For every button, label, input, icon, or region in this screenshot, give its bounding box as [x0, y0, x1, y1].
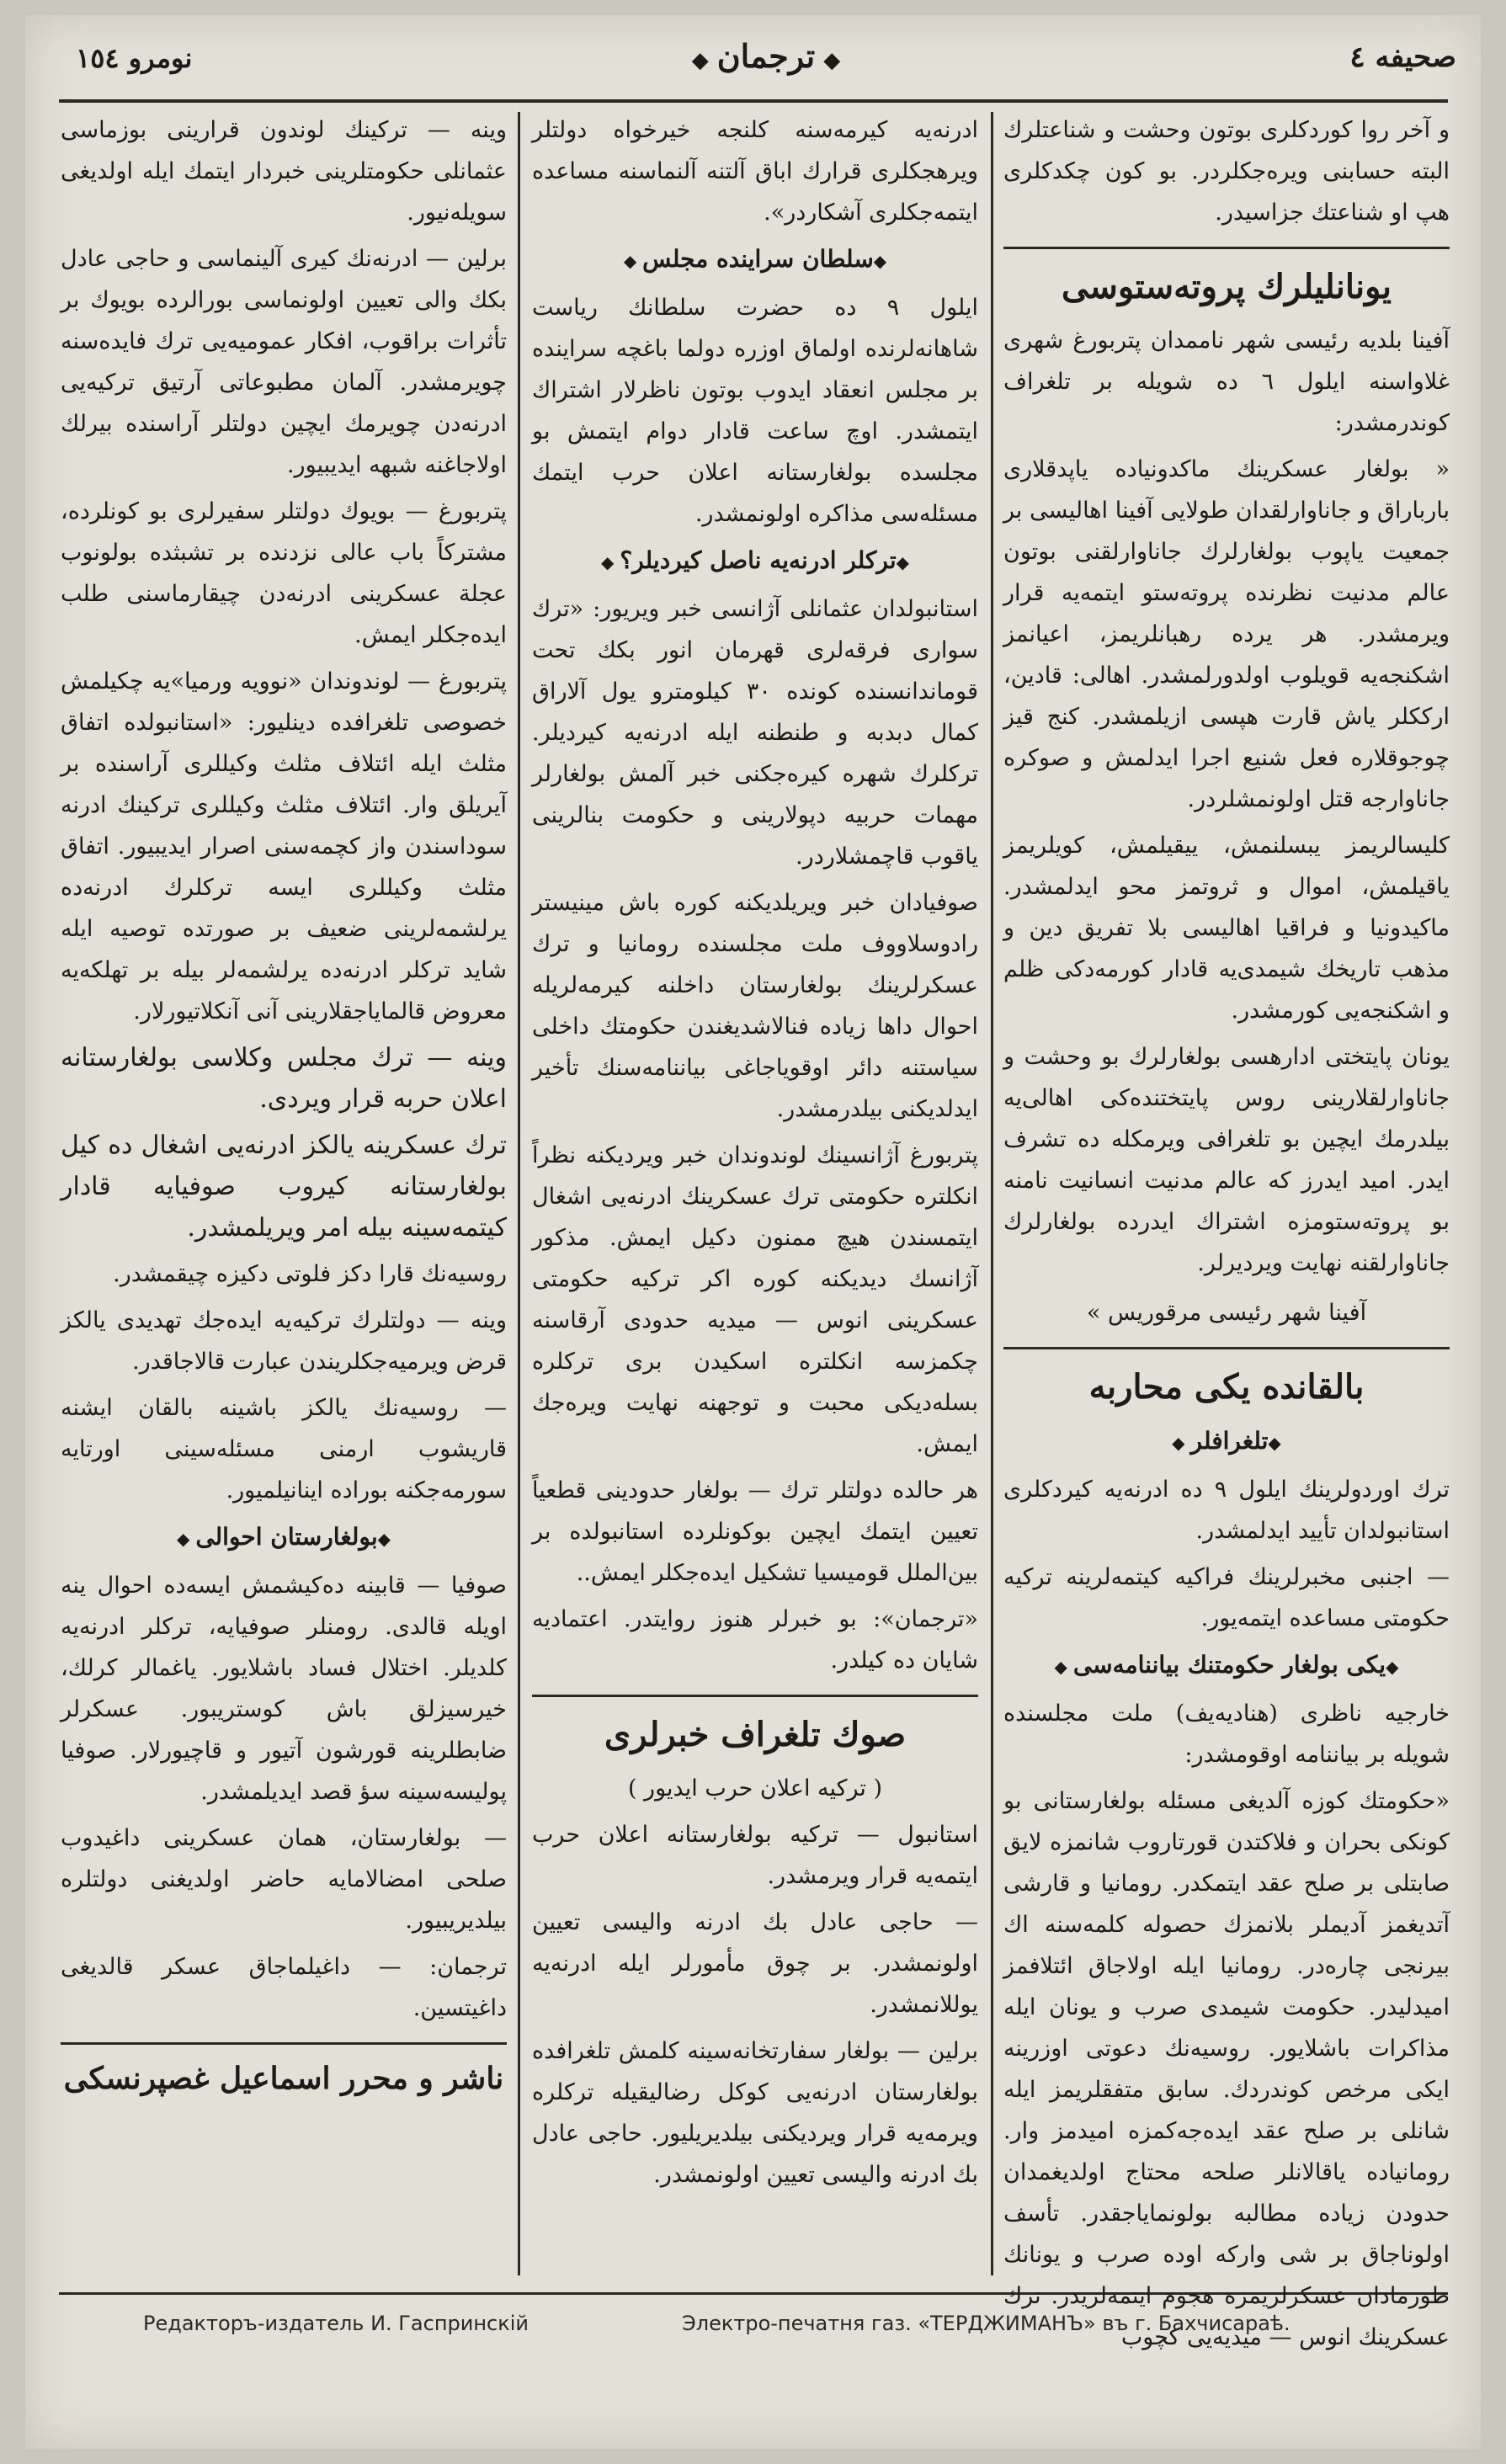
subheading-telegrams: ◆ تلغرافلر ◆ [1003, 1420, 1450, 1464]
section-divider [1003, 247, 1450, 249]
article-paragraph: کلیسالریمز یبسلنمش، ییقیلمش، کویلریمز یاقیلمش، اموال و ثروتمز محو ایدلمشدر. ماکیدونیا و فراقیا اهالیسی بلا تفریق دین و مذهب تاریخك شیمدی‌یه قادار کورمه‌دکی ظلم و اشکنجه‌یی کورمشدر. [1003, 833, 1450, 1024]
subheading-bulgaria-situation: ◆ بولغارستان احوالی ◆ [61, 1516, 507, 1560]
headline-latest-telegrams: صوك تلغراف خبرلری [604, 1715, 907, 1754]
article-paragraph: پتربورغ آژانسینك لوندوندان خبر ویردیکنه نظراً انکلتره حکومتی ترك عسکرینك ادرنه‌یی اشغال ایتمسندن هیچ ممنون دکیل ایمش. مذکور آژانسك دیدیکنه کوره اکر ترکیه حکومتی عسکرینی انوس — میدیه حدودی آرقاسنه چکمزسه انکلتره اسکیدن بری ترکلره بسله‌دیکی محبت و توجهنه نهایت ویره‌جك ایمش. [532, 1142, 978, 1457]
article-paragraph: وینه — ترکینك لوندون قرارینی بوزماسی عثمانلی حکومتلرینی خبردار ایتمك ایله اولدیغی سویله‌نیور. [61, 117, 507, 226]
issue-number-label: نومرو ١٥٤ [76, 42, 193, 74]
imprint-footer [93, 2312, 1406, 2354]
column-middle [532, 109, 978, 2281]
page-number-label: صحیفه ٤ [1349, 40, 1456, 74]
article-paragraph: ادرنه‌یه کیرمه‌سنه کلنجه خیرخواه دولتلر ویرهجکلری قرارك اباق آلتنه آلنماسنه مساعده ایتمه‌جکلری آشکاردر». [532, 117, 978, 226]
article-paragraph: وینه — ترك مجلس وکلاسی بولغارستانه اعلان حربه قرار ویردی. [61, 1043, 507, 1114]
article-paragraph: ترك عسکرینه یالکز ادرنه‌یی اشغال ده کیل بولغارستانه کیروب صوفیایه قادار کیتمه‌سینه بیله امر ویریلمشدر. [61, 1131, 507, 1243]
article-paragraph: آفینا بلدیه رئیسی شهر ناممدان پتربورغ شهری غلاواسنه ایلول ٦ ده شویله بر تلغراف کوندرمشدر: [1003, 327, 1450, 436]
headline-balkan-war: بالقانده یکی محاربه [1088, 1367, 1365, 1407]
masthead-rule [59, 99, 1448, 103]
article-paragraph: برلین — ادرنه‌نك کیری آلینماسی و حاجی عادل بکك والی تعیین اولونماسی بورالرده بویوك بر تأثرات براقوب، افکار عمومیه‌یی ترك فایده‌سنه چویرمشدر. آلمان مطبوعاتی آرتیق ترکیه‌یی ادرنه‌دن چویرمك ایچین دولتلر آراسنده بیرلك اولاجاغنه شبهه ایدیبیور. [61, 246, 507, 478]
article-paragraph: — حاجی عادل بك ادرنه والیسی تعیین اولونمشدر. بر چوق مأمورلر ایله ادرنه‌یه یوللانمشدر. [532, 1909, 978, 2018]
article-paragraph: ایلول ٩ ده حضرت سلطانك ریاست شاهانه‌لرنده اولماق اوزره دولما باغچه سراینده بر مجلس انعقاد ایدوب بوتون ناظرلار اشتراك ایتمشدر. اوچ ساعت قادار دوام ایتمش بو مجلسده بولغارستانه اعلان حرب ایتمك مسئله‌سی مذاکره اولونمشدر. [532, 295, 978, 527]
section-divider [532, 1695, 978, 1697]
column-left [61, 109, 507, 2281]
subheading-war-declaration: ( ترکیه اعلان حرب ایدیور ) [627, 1775, 883, 1801]
article-paragraph: استانبولدان عثمانلی آژانسی خبر ویریور: «ترك سواری فرقه‌لری قهرمان انور بکك تحت قوماندانسنده کونده ٣٠ کیلومترو یول آلاراق کمال دبدبه و طنطنه ایله ادرنه‌یه کیردیلر. ترکلرك شهره کیره‌جکنی خبر آلمش بولغارلر مهمات حربیه دپولارینی و حکومت بنالرینی یاقوب قاچمشلاردر. [532, 596, 978, 870]
section-divider [1003, 1347, 1450, 1349]
article-paragraph: یونان پایتختی ادارهسی بولغارلرك بو وحشت و جاناوارلقلارینی روس پایتختنده‌کی اهالی‌یه بیلدرمك ایچین بو تلغرافی ویرمكله ده تشرف ایدر. امید ایدرز که عالم مدنیت انسانیت نامنه بو پروته‌ستومزه اشتراك ایدرده بولغارلرك جاناوارلقنه نهایت ویردیرلر. [1003, 1044, 1450, 1276]
article-paragraph: روسیه‌نك قارا دکز فلوتی دکیزه چیقمشدر. [113, 1261, 507, 1287]
column-divider-left [518, 112, 520, 2275]
article-paragraph: — بولغارستان، همان عسکرینی داغیدوب صلحی امضالامایه حاضر اولدیغنی دولتلره بیلدیریبیور. [61, 1825, 507, 1934]
column-divider-right [991, 112, 993, 2275]
newspaper-page [25, 15, 1481, 2449]
footer-press: Электро-печатня газ. «ТЕРДЖИМАНЪ» въ г. Бахчисараѣ. [682, 2312, 1290, 2335]
article-paragraph: «حکومتك کوزه آلدیغی مسئله بولغارستانی بو کونکی بحران و فلاکتدن قورتاروب شانمزه لایق صابتلی بر صلح عقد ایتمکدر. رومانیا و قارشی آتدیغمز آدیملر بلانمزك حصوله کلمه‌سنه اك بیرنجی چاره‌در. رومانیا ایله اولاجاق ائتلافمز امیدلیدر. حکومت شیمدی صرب و یونان ایله مذاکرات باشلایور. روسیه‌نك دعوتی اوزرینه ایکی مرخص کوندردك. سابق متفقلریمز ایله شانلی بر صلح عقد ایده‌جه‌کمزه امیدمز وار. رومانیاده یاقالانلر صلحه محتاج اولدیغمدان حدودن زیاده مطالبه بولونمایاجقدر. تأسف اولوناجاق بر شی وارکه اوده صرب و یونانك طورمادان عسکرلریمزه هجوم ایتمه‌لریدر. ترك عسکرینك انوس — میدیه‌یی کچوب [1003, 1788, 1450, 2350]
article-paragraph: وینه — دولتلرك ترکیه‌یه ایده‌جك تهدیدی یالکز قرض ویرمیه‌جکلریندن عبارت قالاجاقدر. [61, 1307, 507, 1375]
signature-line: آفینا شهر رئیسی مرقوریس » [1086, 1300, 1367, 1326]
article-paragraph: صوفیادان خبر ویریلدیکنه کوره باش مینیستر رادوسلاووف ملت مجلسنده رومانیا و ترك عسکرلرینك بولغارستان داخلنه کیرمه‌لریله احوال داها زیاده فنالاشدیغندن حکومتك داخلی سیاستنه دائر اوقویاجاغی بیاننامه‌سنك تأخیر ایدلدیکنی بیلدرمشدر. [532, 890, 978, 1122]
subheading-bulgarian-declaration: ◆ یکی بولغار حکومتنك بیاننامه‌سی ◆ [1003, 1644, 1450, 1688]
article-paragraph: هر حالده دولتلر ترك — بولغار حدودینی قطعیاً تعیین ایتمك ایچین بوکونلرده استانبولده بر بین‌الملل قومیسیا تشکیل ایده‌جکلر ایمش.. [532, 1477, 978, 1586]
section-divider [61, 2042, 507, 2045]
article-paragraph: برلین — بولغار سفارتخانه‌سینه کلمش تلغرافده بولغارستان ادرنه‌یی کوکل رضالیقیله ترکلره ویرمه‌یه قرار ویردیکنی بیلدیریلیور. حاجی عادل بك ادرنه والیسی تعیین اولونمشدر. [532, 2038, 978, 2188]
article-paragraph: «ترجمان»: بو خبرلر هنوز روایتدر. اعتمادیه شایان ده کیلدر. [532, 1606, 978, 1674]
masthead [76, 32, 1456, 108]
column-right [1003, 109, 1450, 2350]
article-paragraph: — اجنبی مخبرلرینك فراکیه کیتمه‌لرینه ترکیه حکومتی مساعده ایتمه‌یور. [1003, 1564, 1450, 1631]
article-paragraph: خارجیه ناظری (هنادیه‌یف) ملت مجلسنده شویله بر بیاننامه اوقومشدر: [1003, 1700, 1450, 1768]
article-paragraph: — روسیه‌نك یالکز باشینه بالقان ایشنه قاریشوب ارمنی مسئله‌سینی اورتایه سورمه‌جکنه بوراده اینانیلمیور. [61, 1395, 507, 1503]
article-paragraph: ترجمان: — داغیلماجاق عسکر قالدیغی داغیتسین. [61, 1954, 507, 2021]
article-paragraph: و آخر روا کوردکلری بوتون وحشت و شناعتلرك البته حسابنی ویره‌جکلردر. بو کون چکدکلری هپ او شناعتك جزاسیدر. [1003, 117, 1450, 226]
headline-greek-protest: یونانلیلرك پروته‌ستوسی [1062, 267, 1392, 306]
publisher-line: ناشر و محرر اسماعیل غصپرنسکی [63, 2061, 504, 2096]
footer-editor: Редакторъ-издатель И. Гаспринскiй [143, 2312, 529, 2335]
article-paragraph: پتربورغ — بویوك دولتلر سفیرلری بو کونلرده، مشترکاً باب عالی نزدنده بر تشبثده بولونوب عجلة عسکرینی ادرنه‌دن چیقارماسنی طلب ایده‌جکلر ایمش. [61, 498, 507, 648]
subheading-palace-council: ◆ سلطان سراینده مجلس ◆ [532, 238, 978, 282]
article-paragraph: « بولغار عسکرینك ماکدونیاده یاپدقلاری بارباراق و جاناوارلقدان طولایی آفینا اهالیسی بر جمعیت یاپوب بولغارلرك جاناوارلقنی بوتون عالم مدنیت نظرنده پروته‌ستو ایتمه‌یه قرار ویرمشدر. هر یرده رهبانلریمز، اعیانمز اشکنجه‌یه قویلوب اولدورلمشدر. اهالی: قادین، ارککلر یاش قارت هپسی ازیلمشدر. کنج قیز چوجوقلاره فعل شنیع اجرا ایدلمش و صوکره جاناوارجه قتل اولونمشلردر. [1003, 456, 1450, 812]
subheading-edirne-entry: ◆ ترکلر ادرنه‌یه ناصل کیردیلر؟ ◆ [532, 540, 978, 583]
article-paragraph: پتربورغ — لوندوندان «نوو‌یه ورمیا»یه چکیلمش خصوصی تلغرافده دینلیور: «استانبولده اتفاق مثلث ایله ائتلاف مثلث وکیللری آراسنده بر آیریلق وار. ائتلاف مثلث وکیللری ترکینك ادرنه سوداسندن واز کچمه‌سنی اصرار ایدیبیور. اتفاق مثلث وکیللری ایسه ترکلرك ادرنه‌ده یرلشمه‌لرینی ضعیف بر صورتده توصیه ایله شاید ترکلر ادرنه‌ده یرلشمه‌لر بیله بر تهلکه‌یه معروض قالمایاجقلارینی آنی آنکلاتیورلار. [61, 668, 507, 1024]
newspaper-title: ◆ ترجمان ◆ [684, 37, 849, 75]
article-paragraph: صوفیا — قابینه ده‌کیشمش ایسه‌ده احوال ینه اویله قالدی. رومنلر صوفیایه، ترکلر ادرنه‌یه کلدیلر. اختلال فساد باشلایور. یاغمالر کرلك، خیرسیزلق باش کوستریبور. عسکرلر ضابطلرینه قورشون آتیور و قاچیورلار. صوفیا پولیسه‌سینه سؤ قصد ایدیلمشدر. [61, 1573, 507, 1805]
article-paragraph: استانبول — ترکیه بولغارستانه اعلان حرب ایتمه‌یه قرار ویرمشدر. [532, 1822, 978, 1889]
article-paragraph: ترك اوردولرینك ایلول ٩ ده ادرنه‌یه کیردکلری استانبولدان تأیید ایدلمشدر. [1003, 1477, 1450, 1544]
